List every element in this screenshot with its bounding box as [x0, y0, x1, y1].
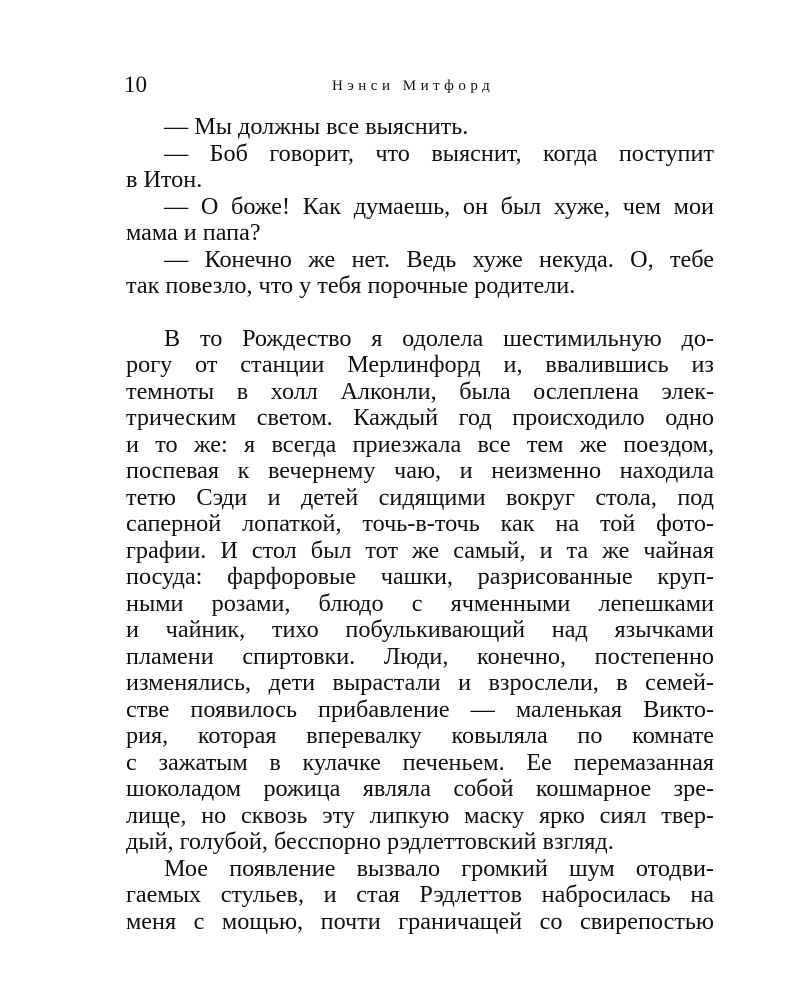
- paragraph-line: тетю Сэди и детей сидящими вокруг стола, под: [126, 483, 714, 511]
- dialogue-line: — Боб говорит, что выяснит, когда поступит: [164, 139, 714, 167]
- paragraph-line: саперной лопаткой, точь-в-точь как на той фото-: [126, 510, 714, 537]
- paragraph-line: шоколадом рожица являла собой кошмарное зре-: [126, 775, 714, 802]
- paragraph-line: рия, которая вперевалку ковыляла по комнате: [126, 722, 714, 749]
- dialogue-line: — Мы должны все выяснить.: [164, 113, 469, 140]
- dialogue-line: мама и папа?: [126, 219, 261, 246]
- paragraph-line: лище, но сквозь эту липкую маску ярко сиял твер-: [126, 801, 714, 829]
- paragraph-line: ными розами, блюдо с ячменными лепешками: [126, 589, 714, 617]
- paragraph-line: Мое появление вызвало громкий шум отодви-: [164, 854, 714, 882]
- dialogue-line: в Итон.: [126, 166, 203, 193]
- paragraph-line: трическим светом. Каждый год происходило одно: [126, 404, 714, 431]
- running-head: [124, 70, 714, 100]
- body-text: [126, 114, 714, 935]
- paragraph-line: пламени спиртовки. Люди, конечно, постепенно: [126, 642, 714, 670]
- page-number: 10: [124, 72, 147, 97]
- dialogue-line: так повезло, что у тебя порочные родители.: [126, 272, 576, 299]
- paragraph-line: гаемых стульев, и стая Рэдлеттов набросилась на: [126, 881, 714, 908]
- paragraph-line: и чайник, тихо побулькивающий над язычками: [126, 616, 714, 643]
- paragraph-line: дый, голубой, бесспорно рэдлеттовский взгляд.: [126, 828, 614, 855]
- section-break: [126, 300, 714, 326]
- paragraph-line: изменялись, дети вырастали и взрослели, в семей-: [126, 669, 714, 696]
- paragraph-line: поспевая к вечернему чаю, и неизменно находила: [126, 457, 714, 484]
- running-head-author: Нэнси Митфорд: [332, 78, 495, 94]
- paragraph-line: с зажатым в кулачке печеньем. Ее перемазанная: [126, 748, 714, 776]
- paragraph-line: стве появилось прибавление — маленькая Викто-: [126, 695, 714, 723]
- paragraph-line: графии. И стол был тот же самый, и та же чайная: [126, 536, 714, 564]
- paragraph-line: темноты в холл Алконли, была ослеплена элек-: [126, 377, 714, 405]
- paragraph-line: рогу от станции Мерлинфорд и, ввалившись из: [126, 351, 714, 378]
- dialogue-line: — Конечно же нет. Ведь хуже некуда. О, тебе: [164, 245, 714, 273]
- paragraph-line: меня с мощью, почти граничащей со свирепостью: [126, 907, 714, 935]
- dialogue-line: — О боже! Как думаешь, он был хуже, чем мои: [164, 192, 714, 220]
- paragraph-line: В то Рождество я одолела шестимильную до-: [164, 324, 714, 352]
- paragraph-line: и то же: я всегда приезжала все тем же поездом,: [126, 430, 714, 458]
- paragraph-line: посуда: фарфоровые чашки, разрисованные круп-: [126, 563, 714, 590]
